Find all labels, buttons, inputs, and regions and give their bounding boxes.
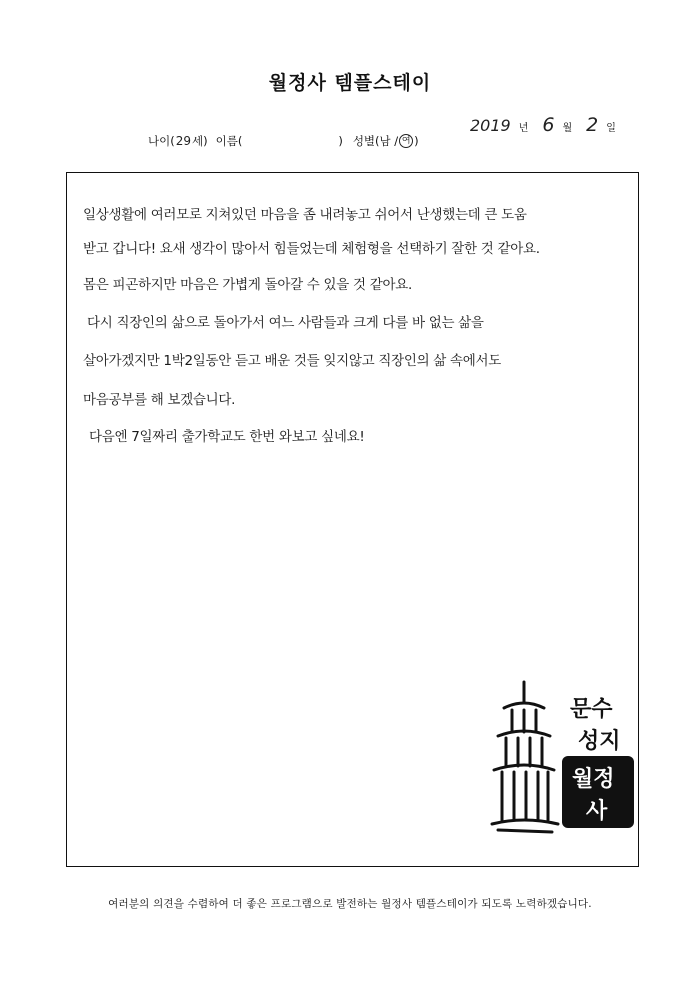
- date-year: 2019: [470, 116, 511, 135]
- comment-line: 마음공부를 해 보겠습니다.: [83, 392, 236, 408]
- comment-line: 받고 갑니다! 요새 생각이 많아서 힘들었는데 체험형을 선택하기 잘한 것 같아요.: [83, 241, 540, 257]
- seal-text-bottom: 월정: [572, 767, 615, 792]
- name-close: ): [338, 134, 343, 148]
- pagoda-icon: [492, 682, 558, 832]
- woljeongsa-seal-logo: [490, 680, 640, 855]
- comment-line: 다시 직장인의 삶으로 돌아가서 여느 사람들과 크게 다를 바 없는 삶을: [87, 315, 484, 331]
- seal-text-mid: 성지: [578, 729, 621, 754]
- name-label: 이름(: [215, 134, 243, 148]
- comment-line: 살아가겠지만 1박2일동안 듣고 배운 것들 잊지않고 직장인의 삶 속에서도: [83, 353, 501, 369]
- comment-line: 다음엔 7일짜리 출가학교도 한번 와보고 싶네요!: [89, 429, 365, 445]
- age-unit: 세): [192, 134, 208, 148]
- date-written: [470, 114, 616, 136]
- comment-line: 몸은 피곤하지만 마음은 가볍게 돌아갈 수 있을 것 같아요.: [83, 277, 412, 293]
- gender-label: 성별(남 /: [352, 134, 399, 148]
- page-title: 월정사 템플스테이: [268, 72, 432, 94]
- age-label: 나이(: [148, 134, 175, 148]
- gender-selected-mark: 여: [399, 134, 413, 148]
- date-day-unit: 일: [606, 123, 616, 134]
- date-month-unit: 월: [562, 123, 573, 134]
- date-month: 6: [542, 114, 555, 136]
- respondent-info: [148, 133, 419, 149]
- date-day: 2: [586, 114, 599, 136]
- seal-text-last: 사: [586, 799, 608, 824]
- comment-line: 일상생활에 여러모로 지쳐있던 마음을 좀 내려놓고 쉬어서 난생했는데 큰 도움: [83, 207, 527, 223]
- seal-text-top: 문수: [570, 697, 613, 722]
- age-value: 29: [175, 134, 191, 148]
- footer-note: 여러분의 의견을 수렴하여 더 좋은 프로그램으로 발전하는 월정사 템플스테이가 되도록 노력하겠습니다.: [108, 898, 592, 910]
- gender-close: ): [414, 134, 419, 148]
- date-year-unit: 년: [518, 123, 529, 134]
